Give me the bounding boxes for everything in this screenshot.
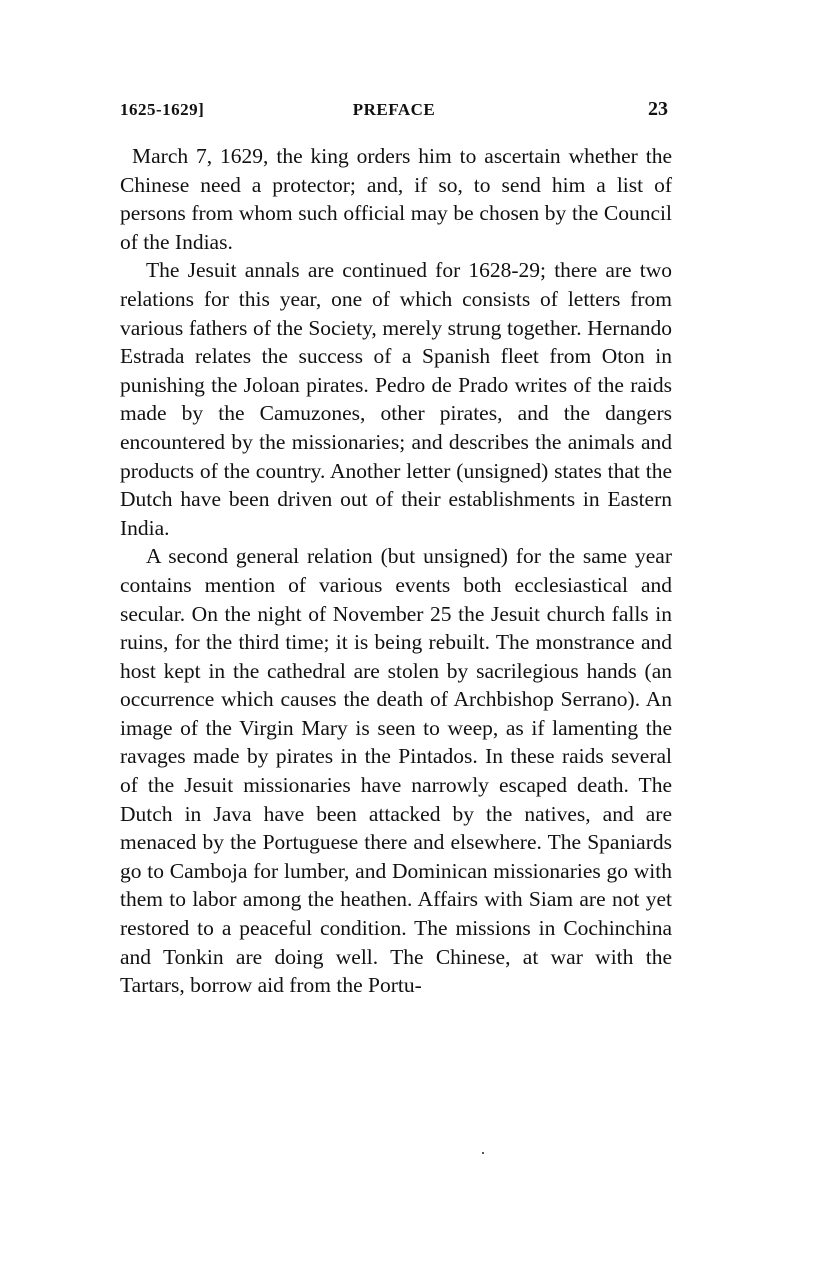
print-speck: [482, 1152, 484, 1154]
running-head-date-range: 1625-1629]: [120, 100, 205, 119]
body-text: [120, 142, 672, 1000]
paragraph-1: March 7, 1629, the king orders him to ascertain whether the Chinese need a protector; and, if so, to send him a list of persons from whom such official may be chosen by the Council of the Indias.: [120, 144, 672, 254]
paragraph-3: A second general relation (but unsigned) for the same year contains mention of various events both ecclesiastical and secular. On the night of November 25 the Jesuit church falls in ruins, for the third time; it is being rebuilt. The monstrance and host kept in the cathedral are stolen by sacrilegious hands (an occurrence which causes the death of Archbishop Serrano). An image of the Virgin Mary is seen to weep, as if lamenting the ravages made by pirates in the Pintados. In these raids several of the Jesuit missionaries have narrowly escaped death. The Dutch in Java have been attacked by the natives, and are menaced by the Portuguese there and elsewhere. The Spaniards go to Camboja for lumber, and Dominican missionaries go with them to labor among the heathen. Affairs with Siam are not yet restored to a peaceful condition. The missions in Cochinchina and Tonkin are doing well. The Chinese, at war with the Tartars, borrow aid from the Portu-: [120, 544, 672, 998]
running-head: [120, 100, 668, 124]
paragraph-2: The Jesuit annals are continued for 1628-29; there are two relations for this year, one of which consists of letters from various fathers of the Society, merely strung together. Hernando Estrada relates the success of a Spanish fleet from Oton in punishing the Joloan pirates. Pedro de Prado writes of the raids made by the Camuzones, other pirates, and the dangers encountered by the missionaries; and describes the animals and products of the country. Another letter (unsigned) states that the Dutch have been driven out of their establishments in Eastern India.: [120, 258, 672, 540]
running-head-title: PREFACE: [352, 100, 436, 119]
page-number: 23: [648, 98, 668, 120]
